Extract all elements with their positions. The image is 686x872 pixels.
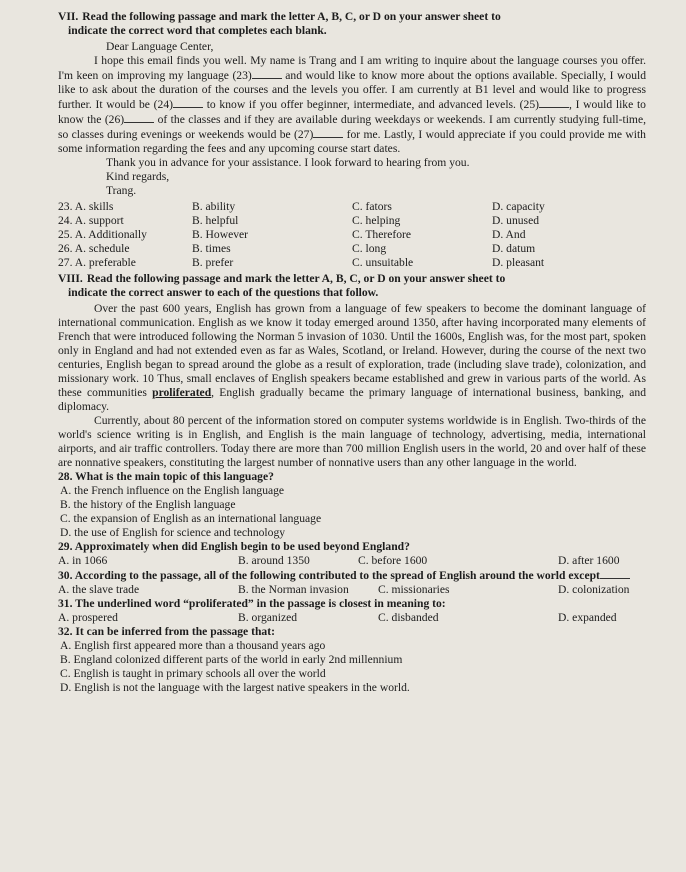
option-b: B. times	[192, 242, 231, 255]
blank-26	[124, 112, 154, 123]
question-30	[58, 568, 646, 583]
email-line: to know if you offer beginner, intermediate, and advanced levels. (25)	[202, 98, 539, 111]
q29-option-d: D. after 1600	[558, 554, 620, 567]
option-row-23	[58, 200, 646, 214]
passage-text: Over the past 600 years, English has grown from a language of few speakers to become the dominant language of international communication. English as we know it today emerged around 1350, after having incorporated many elements of French that were introduced following the Norman 5 invasion of 1030. Until the 1600s, English was, for the most part, spoken only in England and had not extended even as far as Wales, Scotland, or Ireland. However, during the course of the next two centuries, English began to spread around the globe as a result of exploration, trade (including slave trade), colonization, and missionary work. 10 Thus, small enclaves of English speakers became established and grew in various parts of the world. As these communities	[58, 302, 646, 399]
option-d: D. And	[492, 228, 526, 241]
email-line: and would like to know more about the options available. Specially, I would like to ask about the duration of the courses and the levels you offer. I am currently at B1 level and would like to progress further. It would be (24)	[58, 69, 647, 111]
section-7-instruction: Read the following passage and mark the letter A, B, C, or D on your answer sheet to	[82, 10, 501, 23]
email-regards: Kind regards,	[106, 170, 170, 183]
section-8-title	[58, 272, 646, 286]
option-c: C. fators	[352, 200, 392, 213]
option-a: 24. A. support	[58, 214, 124, 227]
option-b: B. helpful	[192, 214, 239, 227]
blank-30	[600, 568, 630, 579]
email-thanks: Thank you in advance for your assistance. I look forward to hearing from you.	[106, 156, 470, 169]
option-row-24	[58, 214, 646, 228]
q31-options	[58, 611, 646, 625]
option-row-27	[58, 256, 646, 270]
options-23-27	[58, 200, 646, 270]
option-b: B. prefer	[192, 256, 234, 269]
option-c: C. Therefore	[352, 228, 412, 241]
section-7-number: VII.	[58, 10, 79, 23]
passage-paragraph-2: Currently, about 80 percent of the information stored on computer systems worldwide is in English. Two-thirds of the world's science writing is in English, and English is the main language of technology, advertising, media, international airports, and air traffic controllers. Today there are more than 700 million English users in the world, 20 and over half of these are nonnative speakers, constituting the largest number of nonnative users than any other language in the world.	[58, 414, 646, 469]
option-c: C. helping	[352, 214, 401, 227]
email-line: I hope this email finds you well. My name is Trang and I am writing to inquire about the language courses you offer. I'm keen on improving my language (23)	[58, 54, 646, 82]
passage-paragraph-1	[58, 302, 646, 414]
question-32: 32. It can be inferred from the passage that:	[58, 625, 275, 638]
q29-options	[58, 554, 646, 568]
option-a: 23. A. skills	[58, 200, 114, 213]
option-a: 25. A. Additionally	[58, 228, 147, 241]
q29-option-a: A. in 1066	[58, 554, 108, 567]
q28-option-a: A. the French influence on the English language	[60, 484, 285, 497]
option-c: C. long	[352, 242, 387, 255]
underlined-word: proliferated	[152, 386, 212, 399]
option-d: D. pleasant	[492, 256, 545, 269]
q32-option-a: A. English first appeared more than a thousand years ago	[60, 639, 326, 652]
option-c: C. unsuitable	[352, 256, 414, 269]
option-d: D. capacity	[492, 200, 545, 213]
q32-option-c: C. English is taught in primary schools all over the world	[60, 667, 326, 680]
option-a: 27. A. preferable	[58, 256, 136, 269]
option-b: B. However	[192, 228, 249, 241]
option-d: D. unused	[492, 214, 540, 227]
email-signature: Trang.	[106, 184, 137, 197]
option-row-26	[58, 242, 646, 256]
q30-option-d: D. colonization	[558, 583, 630, 596]
question-31: 31. The underlined word “proliferated” in the passage is closest in meaning to:	[58, 597, 446, 610]
section-7-subtitle: indicate the correct word that completes each blank.	[68, 24, 327, 37]
q31-option-d: D. expanded	[558, 611, 617, 624]
question-28: 28. What is the main topic of this language?	[58, 470, 274, 483]
blank-24	[173, 97, 203, 108]
section-7-title	[58, 10, 646, 24]
q32-option-b: B. England colonized different parts of the world in early 2nd millennium	[60, 653, 403, 666]
email-line: , I would like to know the (26)	[58, 98, 646, 126]
blank-25	[539, 97, 569, 108]
question-30-text: 30. According to the passage, all of the following contributed to the spread of English around the world except	[58, 569, 600, 582]
email-body	[58, 54, 646, 156]
section-8-number: VIII.	[58, 272, 83, 285]
option-b: B. ability	[192, 200, 236, 213]
blank-23	[252, 68, 282, 79]
question-29: 29. Approximately when did English begin to be used beyond England?	[58, 540, 410, 553]
q31-option-c: C. disbanded	[378, 611, 439, 624]
q28-option-b: B. the history of the English language	[60, 498, 236, 511]
email-line: of the classes and if they are available during weekdays or weekends. I am currently studying full-time, so classes during evenings or weekends would be (27)	[58, 113, 646, 141]
q31-option-b: B. organized	[238, 611, 298, 624]
option-d: D. datum	[492, 242, 536, 255]
q28-option-c: C. the expansion of English as an international language	[60, 512, 322, 525]
q32-option-d: D. English is not the language with the largest native speakers in the world.	[60, 681, 410, 694]
q30-option-c: C. missionaries	[378, 583, 450, 596]
section-8-instruction: Read the following passage and mark the letter A, B, C, or D on your answer sheet to	[86, 272, 506, 285]
email-greeting: Dear Language Center,	[106, 40, 214, 53]
option-a: 26. A. schedule	[58, 242, 130, 255]
q29-option-b: B. around 1350	[238, 554, 310, 567]
blank-27	[313, 127, 343, 138]
q30-options	[58, 583, 646, 597]
q28-option-d: D. the use of English for science and technology	[60, 526, 286, 539]
q31-option-a: A. prospered	[58, 611, 118, 624]
q29-option-c: C. before 1600	[358, 554, 428, 567]
email-line: for me. Lastly, I would appreciate if you could provide me with some information regarding the fees and any upcoming course start dates.	[58, 128, 646, 155]
q30-option-b: B. the Norman invasion	[238, 583, 349, 596]
option-row-25	[58, 228, 646, 242]
passage-text: , English gradually became the primary language of international business, banking, and diplomacy.	[58, 386, 647, 413]
q30-option-a: A. the slave trade	[58, 583, 140, 596]
section-8-subtitle: indicate the correct answer to each of the questions that follow.	[68, 286, 379, 299]
